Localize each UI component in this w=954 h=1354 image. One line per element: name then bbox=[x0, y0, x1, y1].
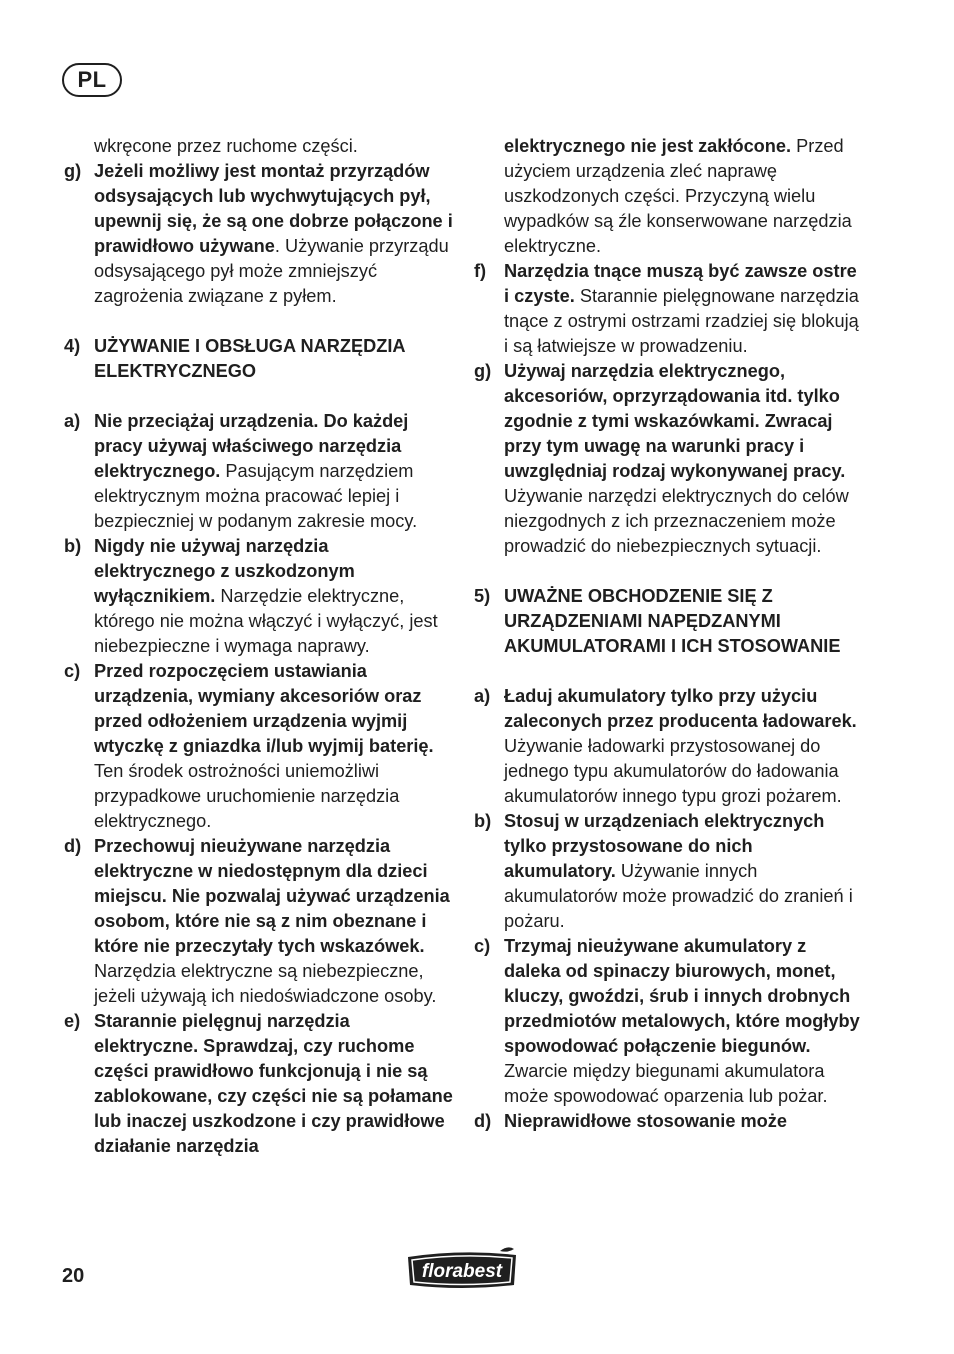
item-body bbox=[504, 359, 864, 559]
item-text: . Używanie przyrządu odsysającego pył może zmniejszyć zagrożenia związane z pyłem. bbox=[94, 236, 449, 306]
item-bold-text: Nie przeciążaj urządzenia. Do każdej pracy używaj właściwego narzędzia elektrycznego. bbox=[94, 411, 409, 481]
item-body bbox=[94, 834, 454, 1009]
item-label: a) bbox=[64, 411, 81, 431]
item-label: f) bbox=[474, 261, 487, 281]
item-text: Używanie innych akumulatorów może prowadzić do zranień i pożaru. bbox=[504, 861, 853, 931]
item-body bbox=[504, 1109, 864, 1134]
item-bold-text: Przed rozpoczęciem ustawiania urządzenia, wymiany akcesoriów oraz przed odłożeniem urządzenia wyjmij wtyczkę z gniazdka i/lub wyjmij baterię. bbox=[94, 661, 434, 756]
list-item bbox=[474, 1109, 864, 1134]
spacer bbox=[64, 309, 454, 334]
list-item bbox=[64, 159, 454, 309]
item-body bbox=[504, 134, 864, 259]
item-body bbox=[94, 1009, 454, 1159]
item-text: wkręcone przez ruchome części. bbox=[94, 136, 358, 156]
item-body bbox=[504, 934, 864, 1109]
list-item bbox=[64, 834, 454, 1009]
brand-logo bbox=[404, 1247, 520, 1291]
item-body bbox=[94, 159, 454, 309]
item-bold-text: Przechowuj nieużywane narzędzia elektryczne w niedostępnym dla dzieci miejscu. Nie pozwalaj używać urządzenia osobom, które nie są z nim obeznane i które nie przeczytały tych wskazówek. bbox=[94, 836, 450, 956]
item-label: 5) bbox=[474, 586, 491, 606]
spacer bbox=[474, 559, 864, 584]
list-item bbox=[64, 659, 454, 834]
item-text: Pasującym narzędziem elektrycznym można pracować lepiej i bezpieczniej w podanym zakresie mocy. bbox=[94, 461, 418, 531]
item-body bbox=[94, 534, 454, 659]
language-badge: PL bbox=[62, 63, 122, 97]
item-body bbox=[94, 334, 454, 384]
right-column bbox=[474, 134, 864, 1134]
item-bold-text: Stosuj w urządzeniach elektrycznych tylko przystosowane do nich akumulatory. bbox=[504, 811, 825, 881]
item-bold-text: Starannie pielęgnuj narzędzia elektryczne. Sprawdzaj, czy ruchome części prawidłowo funkcjonują i nie są zablokowane, czy części nie są połamane lub inaczej uszkodzone i czy prawidłowe działanie narzędzia bbox=[94, 1011, 453, 1156]
item-bold-text: Nigdy nie używaj narzędzia elektrycznego z uszkodzonym wyłącznikiem. bbox=[94, 536, 355, 606]
item-body bbox=[504, 259, 864, 359]
item-label: g) bbox=[64, 161, 82, 181]
item-text: Narzędzie elektryczne, którego nie można włączyć i wyłączyć, jest niebezpieczne i wymaga naprawy. bbox=[94, 586, 438, 656]
item-bold-text: Ładuj akumulatory tylko przy użyciu zaleconych przez producenta ładowarek. bbox=[504, 686, 857, 731]
item-text: Przed użyciem urządzenia zleć naprawę uszkodzonych części. Przyczyną wielu wypadków są źle konserwowane narzędzia elektryczne. bbox=[504, 136, 852, 256]
item-label: 4) bbox=[64, 336, 81, 356]
item-label: a) bbox=[474, 686, 491, 706]
item-body bbox=[94, 134, 454, 159]
item-body bbox=[94, 409, 454, 534]
item-bold-text: elektrycznego nie jest zakłócone. bbox=[504, 136, 792, 156]
item-text: Ten środek ostrożności uniemożliwi przypadkowe uruchomienie narzędzia elektrycznego. bbox=[94, 761, 400, 831]
spacer bbox=[474, 659, 864, 684]
item-label: c) bbox=[474, 936, 491, 956]
item-text: Zwarcie między biegunami akumulatora może spowodować oparzenia lub pożar. bbox=[504, 1061, 828, 1106]
item-bold-text: Narzędzia tnące muszą być zawsze ostre i czyste. bbox=[504, 261, 857, 306]
item-bold-text: Trzymaj nieużywane akumulatory z daleka od spinaczy biurowych, monet, kluczy, gwoździ, śrub i innych drobnych przedmiotów metalowych, które mogłyby spowodować połączenie biegunów. bbox=[504, 936, 860, 1056]
list-item bbox=[474, 359, 864, 559]
list-item bbox=[474, 259, 864, 359]
item-text: Używanie ładowarki przystosowanej do jednego typu akumulatorów do ładowania akumulatorów innego typu grozi pożarem. bbox=[504, 736, 842, 806]
list-item bbox=[474, 809, 864, 934]
item-body bbox=[504, 584, 864, 659]
item-text: Używanie narzędzi elektrycznych do celów niezgodnych z ich przeznaczeniem może prowadzić do niebezpiecznych sytuacji. bbox=[504, 486, 849, 556]
list-item bbox=[474, 934, 864, 1109]
list-item bbox=[474, 684, 864, 809]
list-item bbox=[474, 134, 864, 259]
list-item bbox=[64, 1009, 454, 1159]
item-body bbox=[94, 659, 454, 834]
item-label: c) bbox=[64, 661, 81, 681]
item-bold-text: Jeżeli możliwy jest montaż przyrządów odsysających lub wychwytujących pył, upewnij się, że są one dobrze połączone i prawidłowo używane bbox=[94, 161, 453, 256]
item-bold-text: UWAŻNE OBCHODZENIE SIĘ Z URZĄDZENIAMI NAPĘDZANYMI AKUMULATORAMI I ICH STOSOWANIE bbox=[504, 586, 841, 656]
list-item bbox=[64, 134, 454, 159]
item-bold-text: Używaj narzędzia elektrycznego, akcesoriów, oprzyrządowania itd. tylko zgodnie z tymi wskazówkami. Zwracaj przy tym uwagę na warunki pracy i uwzględniaj rodzaj wykonywanej pracy. bbox=[504, 361, 846, 481]
item-label: d) bbox=[474, 1111, 492, 1131]
list-item bbox=[64, 534, 454, 659]
item-label: g) bbox=[474, 361, 492, 381]
item-label: b) bbox=[64, 536, 82, 556]
item-text: Starannie pielęgnowane narzędzia tnące z ostrymi ostrzami rzadziej się blokują i są łatwiejsze w prowadzeniu. bbox=[504, 286, 859, 356]
item-body bbox=[504, 684, 864, 809]
section-heading bbox=[474, 584, 864, 659]
item-bold-text: Nieprawidłowe stosowanie może bbox=[504, 1111, 787, 1131]
item-label: d) bbox=[64, 836, 82, 856]
item-bold-text: UŻYWANIE I OBSŁUGA NARZĘDZIA ELEKTRYCZNEGO bbox=[94, 336, 405, 381]
brand-name: florabest bbox=[421, 1261, 503, 1282]
list-item bbox=[64, 409, 454, 534]
item-label: b) bbox=[474, 811, 492, 831]
item-text: Narzędzia elektryczne są niebezpieczne, jeżeli używają ich niedoświadczone osoby. bbox=[94, 961, 437, 1006]
page-number: 20 bbox=[62, 1265, 85, 1287]
item-body bbox=[504, 809, 864, 934]
section-heading bbox=[64, 334, 454, 384]
item-label: e) bbox=[64, 1011, 81, 1031]
left-column bbox=[64, 134, 454, 1159]
spacer bbox=[64, 384, 454, 409]
